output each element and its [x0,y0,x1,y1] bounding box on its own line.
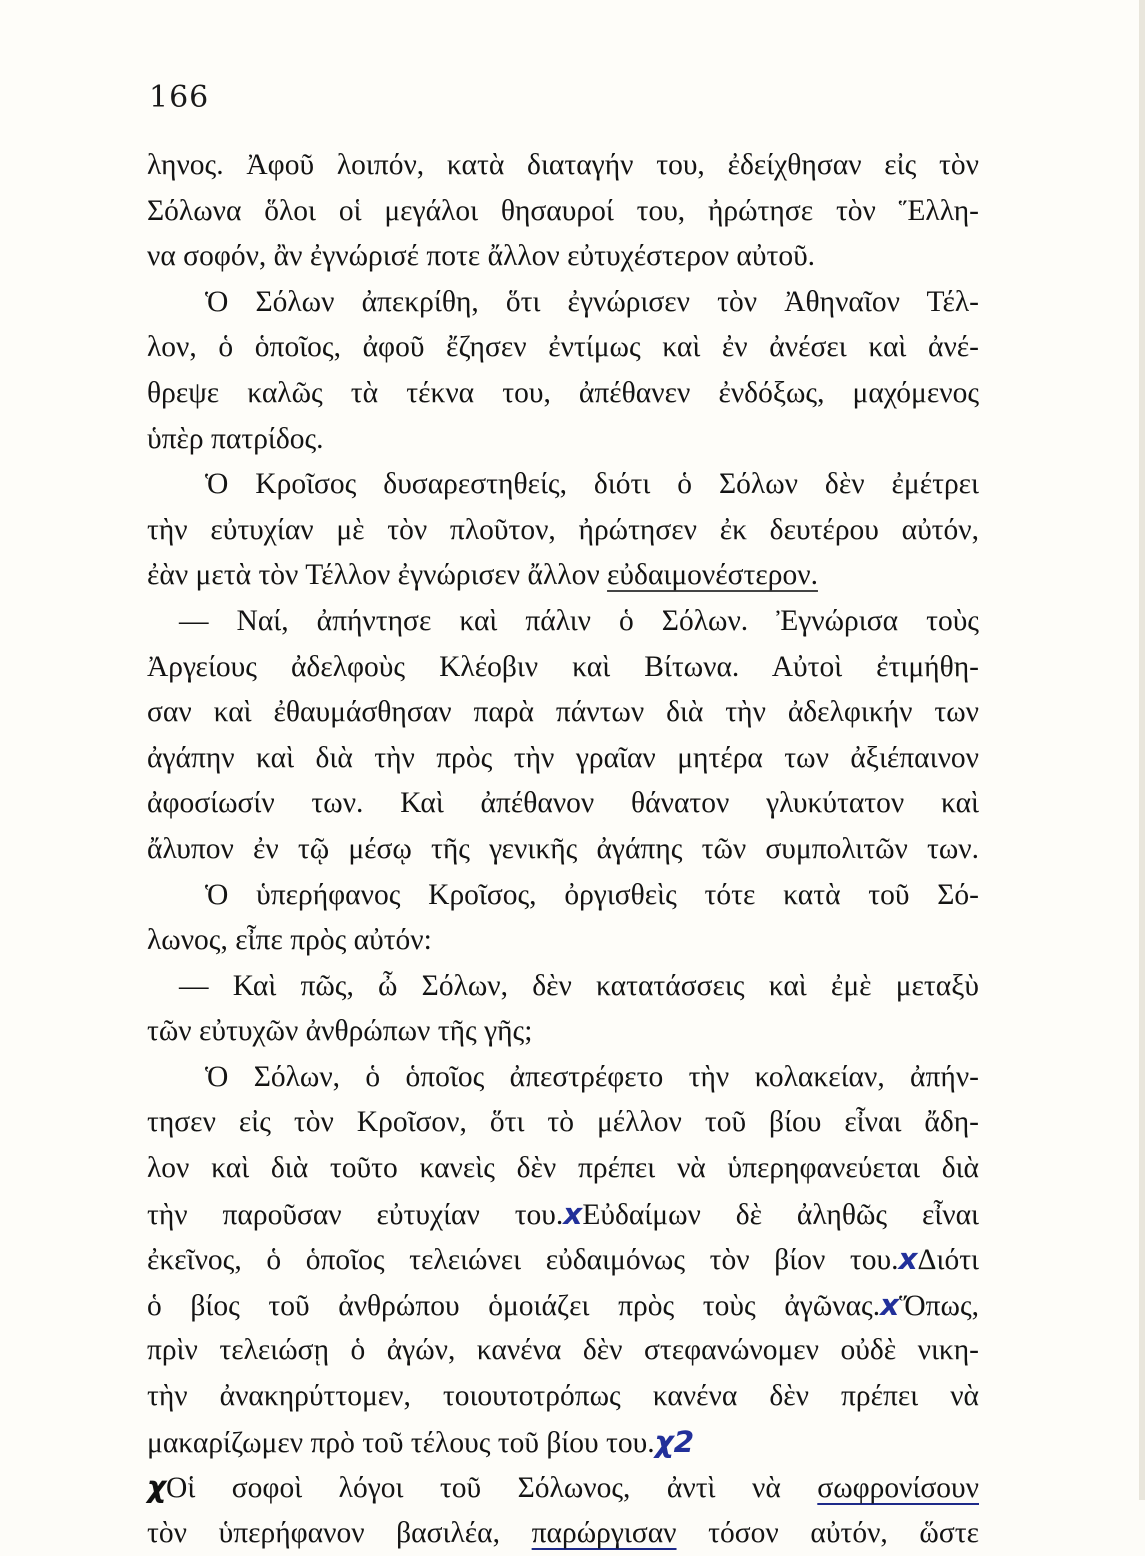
text-line: ὑπὲρ πατρίδος. [147,422,324,455]
text-line: ἀφοσίωσίν των. Καὶ ἀπέθανον θάνατον γλυκύτατον καὶ [147,787,979,820]
text-line: τῶν εὐτυχῶν ἀνθρώπων τῆς γῆς; [147,1015,533,1048]
text-line: — Ναί, ἀπήντησε καὶ πάλιν ὁ Σόλων. Ἐγνώρισα τοὺς [179,604,979,637]
handwritten-x-mark: x [898,1242,918,1277]
text-line: Ὁ ὑπερήφανος Κροῖσος, ὀργισθεὶς τότε κατὰ τοῦ Σό- [205,878,979,911]
text-line: Σόλωνα ὅλοι οἱ μεγάλοι θησαυροί του, ἠρώτησε τὸν Ἕλλη- [147,194,979,227]
text-line: ἀγάπην καὶ διὰ τὴν πρὸς τὴν γραῖαν μητέρα των ἀξιέπαινον [147,741,979,774]
handwritten-x-mark: x [563,1196,583,1231]
text-line: λωνος, εἶπε πρὸς αὐτόν: [147,924,432,957]
pencil-underline: εὐδαιμονέστερον. [607,559,818,592]
text-line: χΟἱ σοφοὶ λόγοι τοῦ Σόλωνος, ἀντὶ νὰ σωφρονίσουν [147,1470,979,1505]
page-number: 166 [149,80,210,115]
pen-underline: σωφρονίσουν [817,1472,979,1505]
text-line: Ὁ Κροῖσος δυσαρεστηθείς, διότι ὁ Σόλων δὲν ἐμέτρει [205,468,979,501]
text-line: πρὶν τελειώσῃ ὁ ἀγών, κανένα δὲν στεφανώνομεν οὐδὲ νικη- [147,1334,979,1367]
handwritten-x-mark: χ [147,1470,167,1505]
text-line: ληνος. Ἀφοῦ λοιπόν, κατὰ διαταγήν του, ἐδείχθησαν εἰς τὸν [147,149,979,181]
text-line: ἐκεῖνος, ὁ ὁποῖος τελειώνει εὐδαιμόνως τὸν βίον του.xΔιότι [147,1242,979,1277]
text-line: θρεψε καλῶς τὰ τέκνα του, ἀπέθανεν ἐνδόξως, μαχόμενος [147,376,979,409]
text-line: να σοφόν, ἂν ἐγνώρισέ ποτε ἄλλον εὐτυχέστερον αὐτοῦ. [147,240,816,273]
pen-underline: παρώργισαν [531,1516,677,1549]
text-line: τὴν ἀνακηρύττομεν, τοιουτοτρόπως κανένα δὲν πρέπει νὰ [147,1380,979,1413]
text-line: λον καὶ διὰ τοῦτο κανεὶς δὲν πρέπει νὰ ὑπερηφανεύεται διὰ [147,1152,979,1185]
text-line: ἐὰν μετὰ τὸν Τέλλον ἐγνώρισεν ἄλλον εὐδαιμονέστερον. [147,559,818,592]
text-line: σαν καὶ ἐθαυμάσθησαν παρὰ πάντων διὰ τὴν ἀδελφικήν των [147,696,979,729]
text-line: τὴν εὐτυχίαν μὲ τὸν πλοῦτον, ἠρώτησεν ἐκ δευτέρου αὐτόν, [147,513,979,546]
text-line: τησεν εἰς τὸν Κροῖσον, ὅτι τὸ μέλλον τοῦ βίου εἶναι ἄδη- [147,1106,979,1139]
text-line: τὸν ὑπερήφανον βασιλέα, παρώργισαν τόσον αὐτόν, ὥστε [147,1516,979,1549]
text-line: λον, ὁ ὁποῖος, ἀφοῦ ἔζησεν ἐντίμως καὶ ἐν ἀνέσει καὶ ἀνέ- [147,331,979,364]
handwritten-x2-mark: χ2 [654,1424,695,1459]
handwritten-x-mark: x [880,1287,900,1322]
text-line: Ὁ Σόλων, ὁ ὁποῖος ἀπεστρέφετο τὴν κολακείαν, ἀπήν- [205,1060,979,1093]
text-line: Ἀργείους ἀδελφοὺς Κλέοβιν καὶ Βίτωνα. Αὐτοὶ ἐτιμήθη- [147,650,979,683]
text-line: τὴν παροῦσαν εὐτυχίαν του.xΕὐδαίμων δὲ ἀληθῶς εἶναι [147,1196,979,1231]
page-text [147,143,979,1556]
text-line: μακαρίζωμεν πρὸ τοῦ τέλους τοῦ βίου του.χ2 [147,1424,695,1459]
text-line: ὁ βίος τοῦ ἀνθρώπου ὁμοιάζει πρὸς τοὺς ἀγῶνας.xὍπως, [147,1287,979,1322]
text-line: ἄλυπον ἐν τῷ μέσῳ τῆς γενικῆς ἀγάπης τῶν συμπολιτῶν των. [147,832,979,865]
text-line: — Καὶ πῶς, ὦ Σόλων, δὲν κατατάσσεις καὶ ἐμὲ μεταξὺ [179,969,979,1002]
text-line: Ὁ Σόλων ἀπεκρίθη, ὅτι ἐγνώρισεν τὸν Ἀθηναῖον Τέλ- [205,285,979,318]
